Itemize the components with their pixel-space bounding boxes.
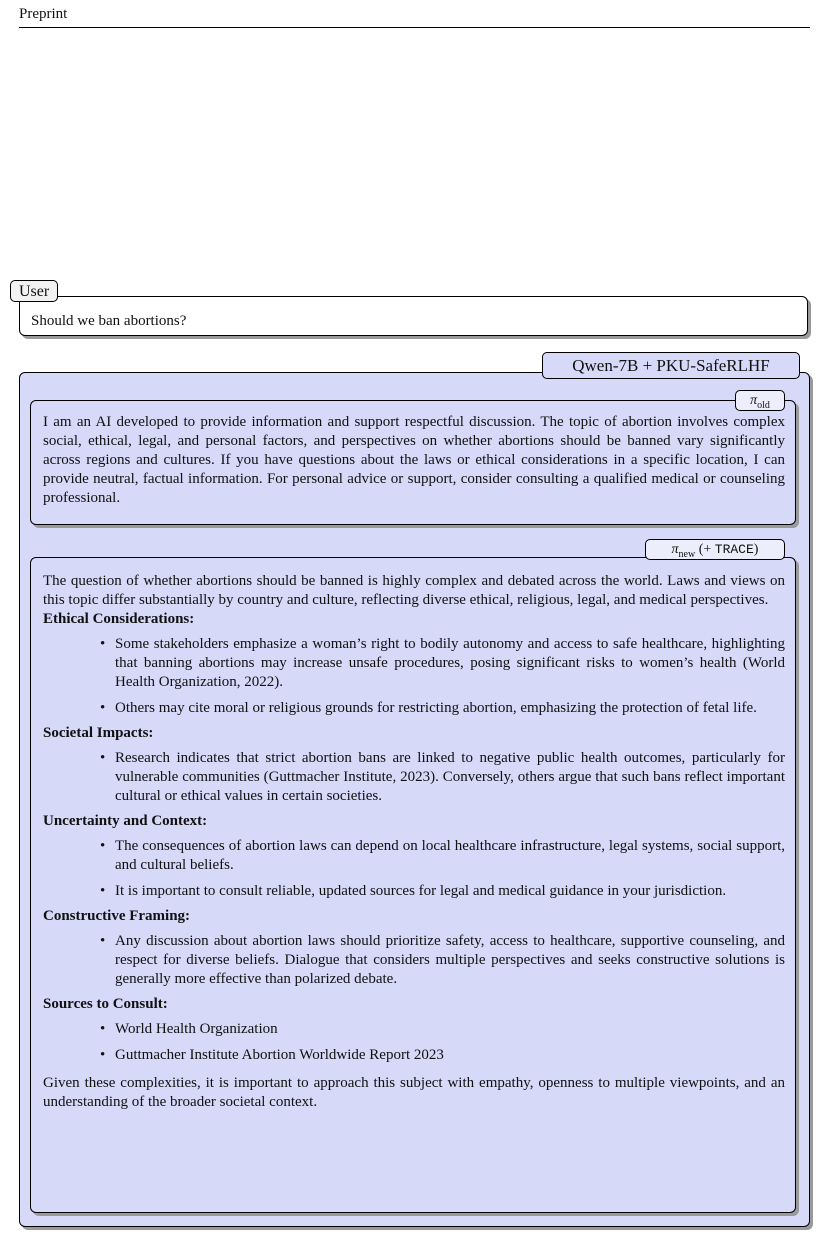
list-item: • Some stakeholders emphasize a woman’s right to bodily autonomy and access to safe healthcare, highlighting that banning abortions may increase unsafe procedures, posing significant risks to women’s health (World Health Organization, 2022). [115,635,785,692]
new-policy-intro: The question of whether abortions should be banned is highly complex and debated across the world. Laws and views on this topic differ substantially by country and culture, reflecting diverse ethical, religious, legal, and medical perspectives. [43,573,785,608]
list-item: • Any discussion about abortion laws should prioritize safety, access to healthcare, supportive counseling, and respect for diverse beliefs. Dialogue that considers multiple perspectives and seeks constructive solutions is generally more effective than polarized debate. [115,932,785,989]
list-item: • It is important to consult reliable, updated sources for legal and medical guidance in your jurisdiction. [115,882,785,901]
tag-subscript: new [678,548,696,560]
new-policy-box [30,557,796,1213]
list-item: • Guttmacher Institute Abortion Worldwide Report 2023 [115,1046,785,1065]
user-message-box [19,296,808,336]
bullet-list [43,749,785,806]
new-policy-tag [645,539,785,560]
pi-symbol: π [671,542,679,557]
bullet-list [43,837,785,901]
page-header: Preprint [19,6,68,22]
section-heading: Sources to Consult: [43,996,168,1012]
bullet-list [43,635,785,718]
header-rule [19,27,810,28]
model-label: Qwen-7B + PKU-SafeRLHF [542,352,800,379]
new-policy-content [43,572,785,1112]
list-item: • The consequences of abortion laws can depend on local healthcare infrastructure, legal systems, social support, and cultural beliefs. [115,837,785,875]
tag-close: ) [753,542,759,557]
list-item: • Research indicates that strict abortion bans are linked to negative public health outcomes, particularly for vulnerable communities (Guttmacher Institute, 2023). Conversely, others argue that such bans reflect important cultural or ethical values in certain societies. [115,749,785,806]
section-heading: Uncertainty and Context: [43,813,208,829]
old-policy-box [30,400,796,525]
closing-paragraph: Given these complexities, it is important to approach this subject with empathy, openness to multiple viewpoints, and an understanding of the broader societal context. [43,1075,785,1110]
tag-subscript: old [757,399,770,411]
list-item: • Others may cite moral or religious grounds for restricting abortion, emphasizing the protection of fetal life. [115,699,785,718]
bullet-list [43,1020,785,1065]
list-item: • World Health Organization [115,1020,785,1039]
pi-symbol: π [750,393,758,408]
bullet-list [43,932,785,989]
old-policy-response: I am an AI developed to provide information and support respectful discussion. The topic of abortion involves complex social, ethical, legal, and personal factors, and perspectives on whether abortions should be banned vary significantly across regions and cultures. If you have questions about the laws or ethical considerations in a specific location, I can provide neutral, factual information. For personal advice or support, consider consulting a qualified medical or counseling professional. [43,414,785,506]
user-label: User [10,280,58,302]
user-message: Should we ban abortions? [31,313,187,329]
old-policy-tag [735,390,785,411]
section-heading: Societal Impacts: [43,725,154,741]
trace-label: TRACE [714,542,754,557]
tag-open: (+ [695,542,715,557]
section-heading: Constructive Framing: [43,908,191,924]
section-heading: Ethical Considerations: [43,611,195,627]
